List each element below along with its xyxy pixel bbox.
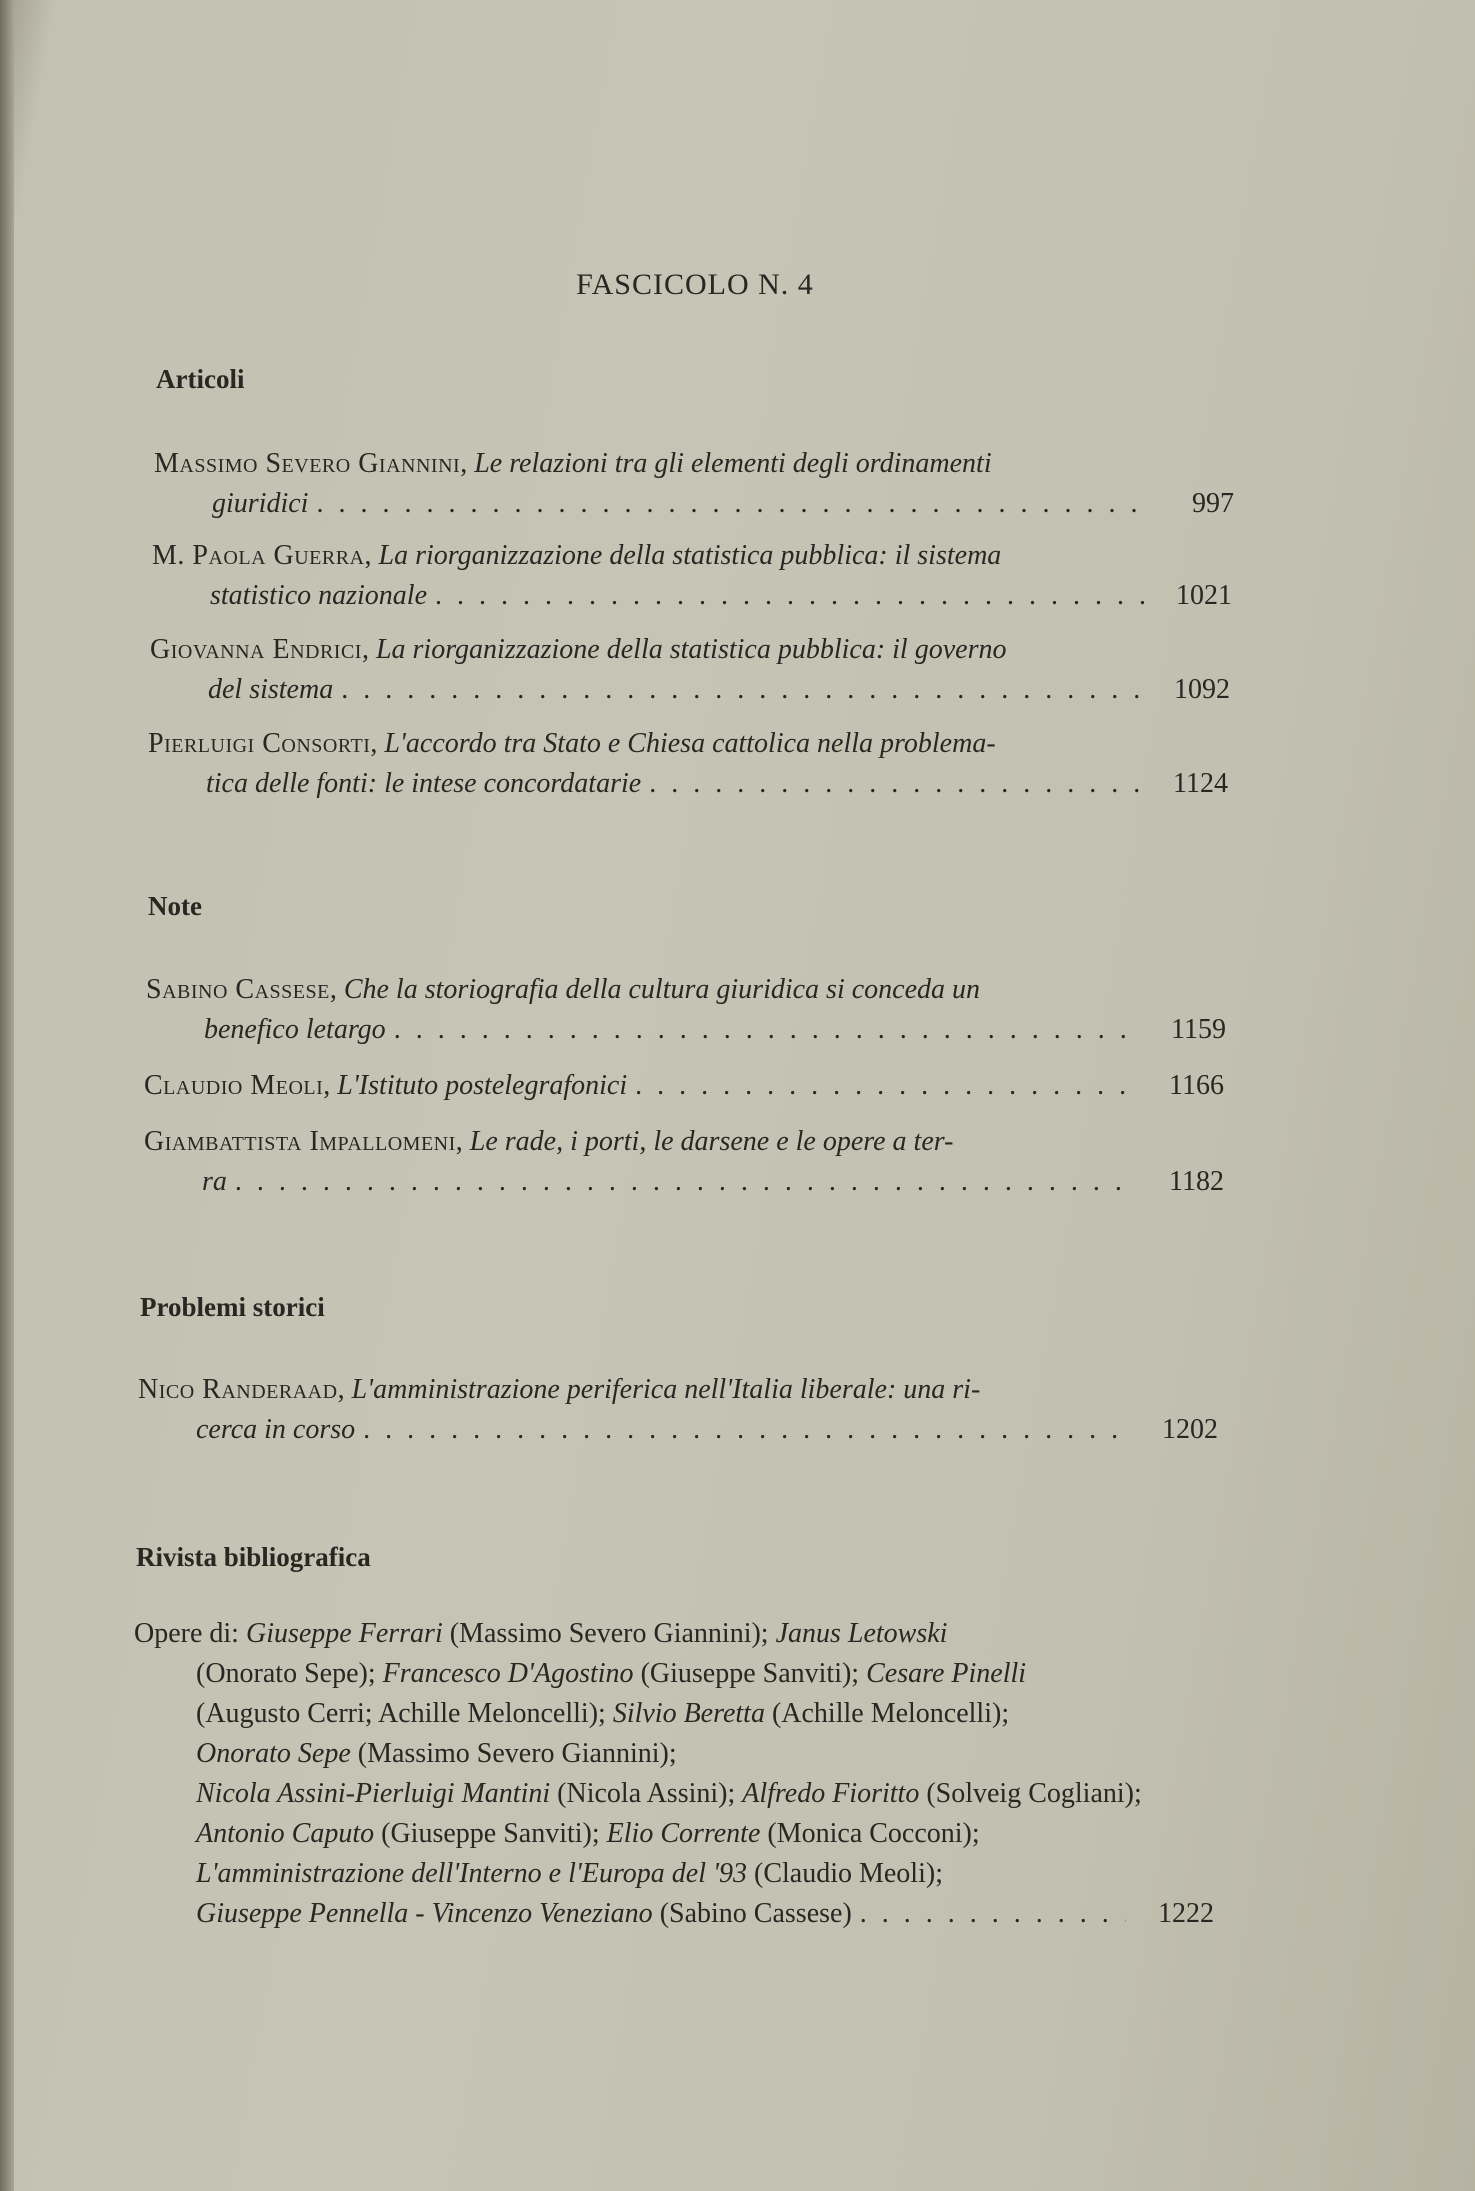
entry-page-number: 1124: [1173, 768, 1228, 799]
entry-author: Pierluigi Consorti: [148, 728, 371, 759]
entry-title: L'amministrazione periferica nell'Italia liberale: una ri-: [351, 1374, 981, 1405]
review-work: Giuseppe Ferrari: [245, 1618, 443, 1649]
review-work: Alfredo Fioritto: [742, 1778, 920, 1809]
entry-title: L'accordo tra Stato e Chiesa cattolica nella problema-: [384, 728, 996, 759]
entry-author: Giovanna Endrici: [150, 634, 362, 665]
leader-dots: [235, 1162, 1136, 1202]
leader-dots: [363, 1410, 1130, 1450]
review-reviewer: (Augusto Cerri; Achille Meloncelli);: [196, 1698, 606, 1729]
review-reviewer: (Monica Cocconi);: [767, 1818, 980, 1849]
review-reviewer: (Onorato Sepe);: [196, 1658, 376, 1689]
entry-author: Claudio Meoli: [144, 1070, 324, 1101]
entry-title-cont: statistico nazionale: [210, 580, 427, 611]
entry-title-cont: del sistema: [208, 674, 334, 705]
entry-author: Nico Randeraad: [138, 1374, 338, 1405]
leader-dots: [316, 484, 1146, 524]
section-title-problemi-storici: Problemi storici: [140, 1292, 325, 1322]
entry-title: Le relazioni tra gli elementi degli ordinamenti: [474, 448, 992, 479]
review-work: Silvio Beretta: [612, 1698, 765, 1729]
review-work: Onorato Sepe: [196, 1738, 351, 1769]
review-work: Janus Letowski: [775, 1618, 948, 1649]
leader-dots: [394, 1010, 1138, 1050]
review-reviewer: (Solveig Cogliani);: [926, 1778, 1142, 1809]
entry-page-number: 997: [1192, 488, 1234, 519]
book-spine-shadow: [0, 0, 14, 2191]
entry-title-cont: giuridici: [212, 488, 309, 519]
entry-page-number: 1021: [1176, 580, 1232, 611]
toc-entry: Nico Randeraad, L'amministrazione periferica nell'Italia liberale: una ri- cerca in corso . . . 1202: [138, 1370, 1218, 1450]
entry-page-number: 1182: [1169, 1166, 1224, 1197]
leader-dots: [435, 576, 1144, 616]
entry-page-number: 1092: [1174, 674, 1230, 705]
review-work: Cesare Pinelli: [866, 1658, 1027, 1689]
review-work: Antonio Caputo: [196, 1818, 375, 1849]
review-reviewer: (Giuseppe Sanviti);: [381, 1818, 600, 1849]
leader-dots: [341, 670, 1142, 710]
bibliographic-review-entry: [134, 1614, 1214, 1934]
entry-title-cont: cerca in corso: [196, 1414, 356, 1445]
opere-label: Opere di:: [134, 1618, 239, 1649]
entry-title: Che la storiografia della cultura giuridica si conceda un: [343, 974, 981, 1005]
issue-heading: FASCICOLO N. 4: [576, 268, 814, 301]
entry-page-number: 1166: [1169, 1070, 1224, 1101]
review-reviewer: (Achille Meloncelli);: [771, 1698, 1010, 1729]
entry-author: M. Paola Guerra: [152, 540, 365, 571]
review-work: Giuseppe Pennella - Vincenzo Veneziano: [196, 1898, 653, 1929]
toc-entry: Giambattista Impallomeni, Le rade, i porti, le darsene e le opere a ter- ra . . . 1182: [144, 1122, 1224, 1202]
toc-entry: Pierluigi Consorti, L'accordo tra Stato e Chiesa cattolica nella problema- tica delle fonti: le intese concordatarie . . . 1124: [148, 724, 1228, 804]
review-reviewer: (Massimo Severo Giannini);: [449, 1618, 769, 1649]
review-reviewer: (Nicola Assini);: [557, 1778, 736, 1809]
review-reviewer: (Claudio Meoli);: [754, 1858, 943, 1889]
entry-page-number: 1202: [1162, 1414, 1218, 1445]
review-reviewer: (Sabino Cassese): [659, 1898, 852, 1929]
toc-entry: M. Paola Guerra, La riorganizzazione della statistica pubblica: il sistema statistico nazionale . . . 1021: [152, 536, 1232, 616]
toc-entry: Sabino Cassese, Che la storiografia della cultura giuridica si conceda un benefico letargo . . . 1159: [146, 970, 1226, 1050]
review-work: Elio Corrente: [606, 1818, 761, 1849]
section-title-rivista-bibliografica: Rivista bibliografica: [136, 1542, 371, 1572]
entry-title: La riorganizzazione della statistica pubblica: il governo: [375, 634, 1007, 665]
entry-title: Le rade, i porti, le darsene e le opere a ter-: [469, 1126, 954, 1157]
entry-author: Massimo Severo Giannini: [154, 448, 461, 479]
entry-title: La riorganizzazione della statistica pubblica: il sistema: [378, 540, 1002, 571]
leader-dots: [649, 764, 1140, 804]
entry-page-number: 1159: [1171, 1014, 1226, 1045]
section-title-note: Note: [148, 891, 202, 921]
review-reviewer: (Giuseppe Sanviti);: [640, 1658, 860, 1689]
leader-dots: [635, 1066, 1136, 1106]
review-reviewer: (Massimo Severo Giannini);: [357, 1738, 677, 1769]
entry-title-cont: ra: [202, 1166, 227, 1197]
entry-page-number: 1222: [1158, 1898, 1214, 1929]
toc-entry: Giovanna Endrici, La riorganizzazione della statistica pubblica: il governo del sistema . . . 1092: [150, 630, 1230, 710]
toc-entry: Claudio Meoli , L'Istituto postelegrafonici . . . 1166: [144, 1066, 1224, 1106]
review-work: L'amministrazione dell'Interno e l'Europa del '93: [196, 1858, 747, 1889]
entry-title-cont: tica delle fonti: le intese concordatarie: [206, 768, 642, 799]
leader-dots: [860, 1894, 1126, 1934]
section-title-articoli: Articoli: [156, 364, 245, 394]
review-work: Nicola Assini-Pierluigi Mantini: [196, 1778, 551, 1809]
entry-author: Sabino Cassese: [146, 974, 330, 1005]
toc-entry: Massimo Severo Giannini, Le relazioni tra gli elementi degli ordinamenti giuridici . . . 997: [154, 444, 1234, 524]
entry-title-cont: benefico letargo: [204, 1014, 386, 1045]
entry-title: L'Istituto postelegrafonici: [337, 1070, 628, 1101]
review-work: Francesco D'Agostino: [382, 1658, 634, 1689]
entry-author: Giambattista Impallomeni: [144, 1126, 456, 1157]
